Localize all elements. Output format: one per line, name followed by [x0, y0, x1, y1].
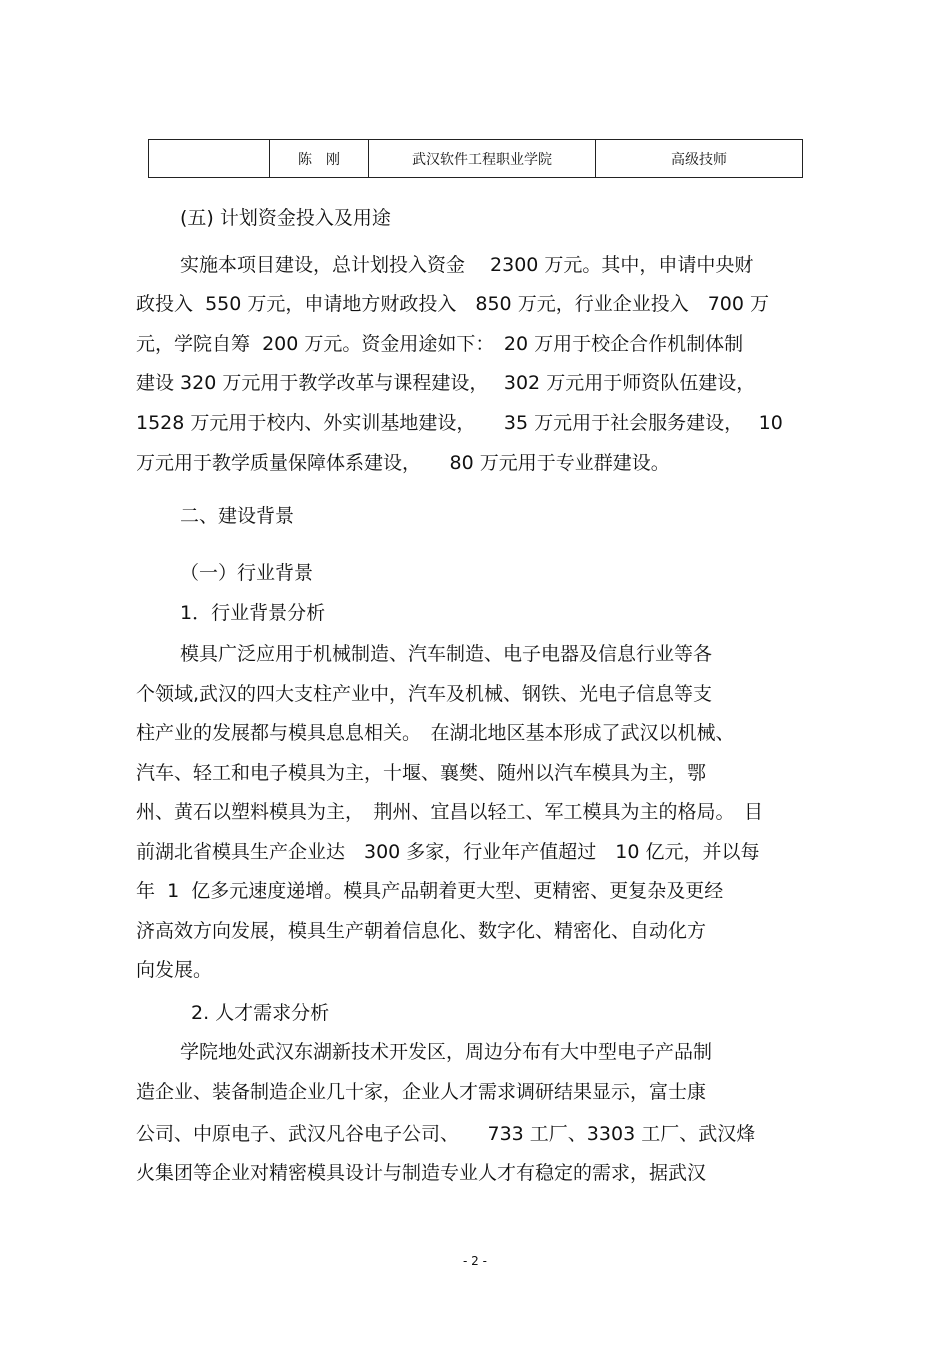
section-heading-funding: (五) 计划资金投入及用途	[180, 207, 391, 229]
table-cell-institution: 武汉软件工程职业学院	[369, 140, 596, 178]
page-number: - 2 -	[463, 1254, 487, 1268]
paragraph-line: 年 1 亿多元速度递增。模具产品朝着更大型、更精密、更复杂及更经	[136, 880, 724, 902]
paragraph-line: 政投入 550 万元，申请地方财政投入 850 万元，行业企业投入 700 万	[136, 293, 769, 315]
paragraph-line: 万元用于教学质量保障体系建设， 80 万元用于专业群建设。	[136, 452, 670, 474]
paragraph-line: 柱产业的发展都与模具息息相关。 在湖北地区基本形成了武汉以机械、	[136, 722, 735, 744]
table-cell-name: 陈 刚	[270, 140, 369, 178]
paragraph-line: 模具广泛应用于机械制造、汽车制造、电子电器及信息行业等各	[180, 643, 713, 665]
subsection-heading-industry: （一）行业背景	[180, 562, 314, 584]
paragraph-line: 汽车、轻工和电子模具为主，十堰、襄樊、随州以汽车模具为主，鄂	[136, 762, 707, 784]
paragraph-line: 济高效方向发展，模具生产朝着信息化、数字化、精密化、自动化方	[136, 920, 707, 942]
section-heading-background: 二、建设背景	[180, 505, 295, 527]
paragraph-line: 造企业、装备制造企业几十家，企业人才需求调研结果显示，富士康	[136, 1081, 707, 1103]
paragraph-line: 公司、中原电子、武汉凡谷电子公司、 733 工厂、3303 工厂、武汉烽	[136, 1123, 756, 1145]
table-cell-empty	[149, 140, 270, 178]
paragraph-line: 向发展。	[136, 959, 213, 981]
paragraph-line: 火集团等企业对精密模具设计与制造专业人才有稳定的需求，据武汉	[136, 1162, 707, 1184]
paragraph-line: 元，学院自筹 200 万元。资金用途如下： 20 万用于校企合作机制体制	[136, 333, 744, 355]
subsection-heading-analysis: 1．行业背景分析	[180, 602, 326, 624]
subsection-heading-talent: 2. 人才需求分析	[191, 1002, 330, 1024]
paragraph-line: 1528 万元用于校内、外实训基地建设， 35 万元用于社会服务建设， 10	[136, 412, 783, 434]
staff-table-wrapper	[148, 139, 803, 178]
paragraph-line: 个领域,武汉的四大支柱产业中，汽车及机械、钢铁、光电子信息等支	[136, 683, 713, 705]
table-cell-title: 高级技师	[596, 140, 803, 178]
paragraph-line: 前湖北省模具生产企业达 300 多家，行业年产值超过 10 亿元，并以每	[136, 841, 760, 863]
paragraph-line: 建设 320 万元用于教学改革与课程建设， 302 万元用于师资队伍建设，	[136, 372, 756, 394]
staff-table	[148, 139, 803, 178]
paragraph-line: 州、黄石以塑料模具为主， 荆州、宜昌以轻工、军工模具为主的格局。 目	[136, 801, 764, 823]
table-row	[149, 140, 803, 178]
paragraph-line: 学院地处武汉东湖新技术开发区，周边分布有大中型电子产品制	[180, 1041, 713, 1063]
paragraph-line: 实施本项目建设，总计划投入资金 2300 万元。其中，申请中央财	[180, 254, 754, 276]
